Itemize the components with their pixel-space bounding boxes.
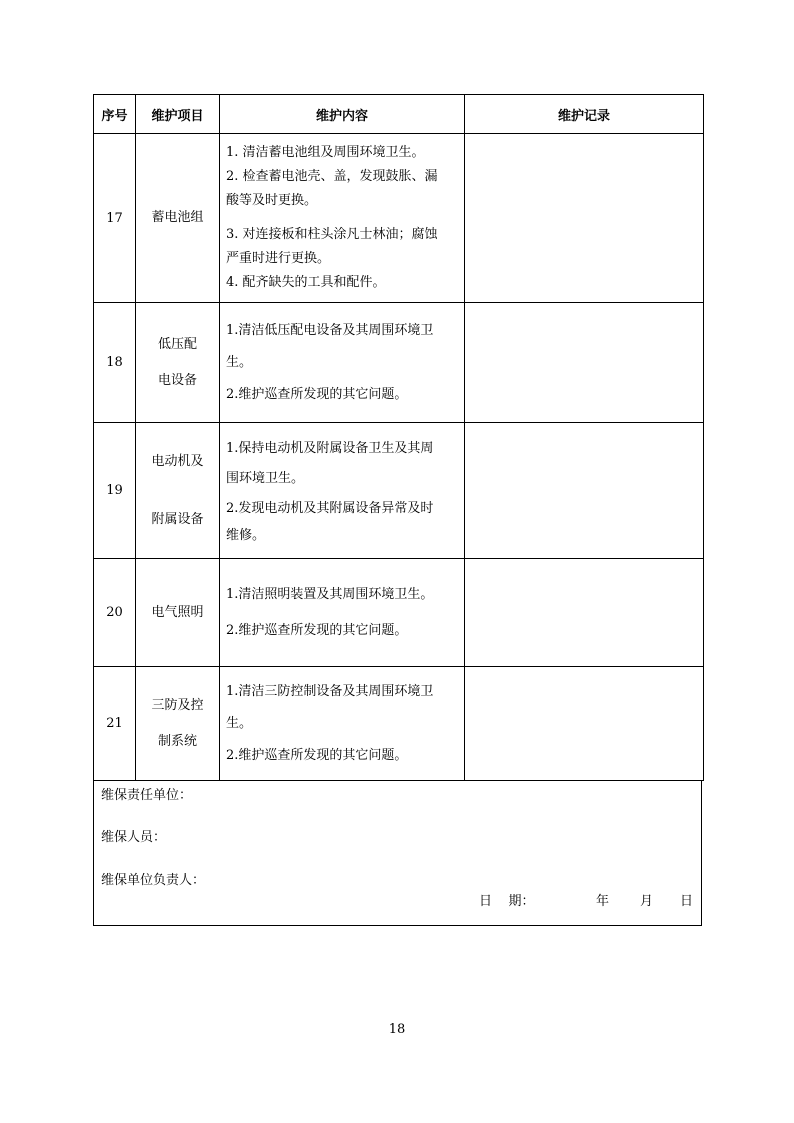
table-row xyxy=(94,303,704,423)
signature-block xyxy=(93,780,702,926)
item-line: 蓄电池组 xyxy=(151,210,204,225)
content-line: 维修。 xyxy=(226,527,266,543)
content-line: 1.清洁三防控制设备及其周围环境卫 xyxy=(226,683,434,699)
content-line: 2.维护巡查所发现的其它问题。 xyxy=(226,386,408,402)
table-header-row xyxy=(94,95,704,134)
content-line: 生。 xyxy=(226,715,253,731)
day-label: 日 xyxy=(680,894,694,909)
content-line: 2.维护巡查所发现的其它问题。 xyxy=(226,622,408,638)
item-line: 制系统 xyxy=(157,733,197,749)
table-row xyxy=(94,667,704,781)
content-line: 1.清洁照明装置及其周围环境卫生。 xyxy=(226,586,434,602)
row-number: 18 xyxy=(94,303,136,423)
content-line: 围环境卫生。 xyxy=(226,470,305,486)
content-line: 1.保持电动机及附属设备卫生及其周 xyxy=(226,440,434,456)
row-record xyxy=(465,303,704,423)
row-item xyxy=(136,559,220,667)
unit-leader-label: 维保单位负责人： xyxy=(101,873,206,888)
row-content xyxy=(220,134,465,303)
table-row xyxy=(94,423,704,559)
row-number: 21 xyxy=(94,667,136,781)
item-line: 三防及控 xyxy=(151,697,204,713)
year-label: 年 xyxy=(596,894,610,909)
content-line: 生。 xyxy=(226,354,253,370)
row-content xyxy=(220,303,465,423)
row-content xyxy=(220,667,465,781)
item-line: 电动机及 xyxy=(151,453,204,469)
item-line: 低压配 xyxy=(157,336,197,352)
content-line: 2.发现电动机及其附属设备异常及时 xyxy=(226,500,434,516)
content-line: 严重时进行更换。 xyxy=(226,251,331,266)
row-content xyxy=(220,423,465,559)
row-number: 17 xyxy=(94,134,136,303)
header-seq: 序号 xyxy=(94,95,136,134)
page-number: 18 xyxy=(388,1022,406,1037)
table-row xyxy=(94,559,704,667)
header-content: 维护内容 xyxy=(220,95,465,134)
content-line: 1. 清洁蓄电池组及周围环境卫生。 xyxy=(226,145,425,160)
content-line: 3. 对连接板和柱头涂凡士林油；腐蚀 xyxy=(226,227,438,242)
row-item xyxy=(136,667,220,781)
row-record xyxy=(465,134,704,303)
row-content xyxy=(220,559,465,667)
content-line: 酸等及时更换。 xyxy=(226,193,318,208)
maintenance-staff-label: 维保人员： xyxy=(101,830,167,845)
header-item: 维护项目 xyxy=(136,95,220,134)
row-item xyxy=(136,134,220,303)
date-label: 日 期： xyxy=(479,894,535,909)
header-record: 维护记录 xyxy=(465,95,704,134)
row-item xyxy=(136,423,220,559)
content-line: 4. 配齐缺失的工具和配件。 xyxy=(226,275,386,290)
item-line: 附属设备 xyxy=(151,511,204,527)
row-number: 19 xyxy=(94,423,136,559)
row-record xyxy=(465,559,704,667)
row-item xyxy=(136,303,220,423)
item-line: 电设备 xyxy=(157,372,197,388)
row-record xyxy=(465,667,704,781)
maintenance-table xyxy=(93,94,704,781)
row-number: 20 xyxy=(94,559,136,667)
content-line: 1.清洁低压配电设备及其周围环境卫 xyxy=(226,322,434,338)
table-row xyxy=(94,134,704,303)
month-label: 月 xyxy=(640,894,654,909)
content-line: 2.维护巡查所发现的其它问题。 xyxy=(226,747,408,763)
responsible-unit-label: 维保责任单位： xyxy=(101,788,193,803)
item-line: 电气照明 xyxy=(151,604,204,620)
content-line: 2. 检查蓄电池壳、盖，发现鼓胀、漏 xyxy=(226,169,438,184)
row-record xyxy=(465,423,704,559)
